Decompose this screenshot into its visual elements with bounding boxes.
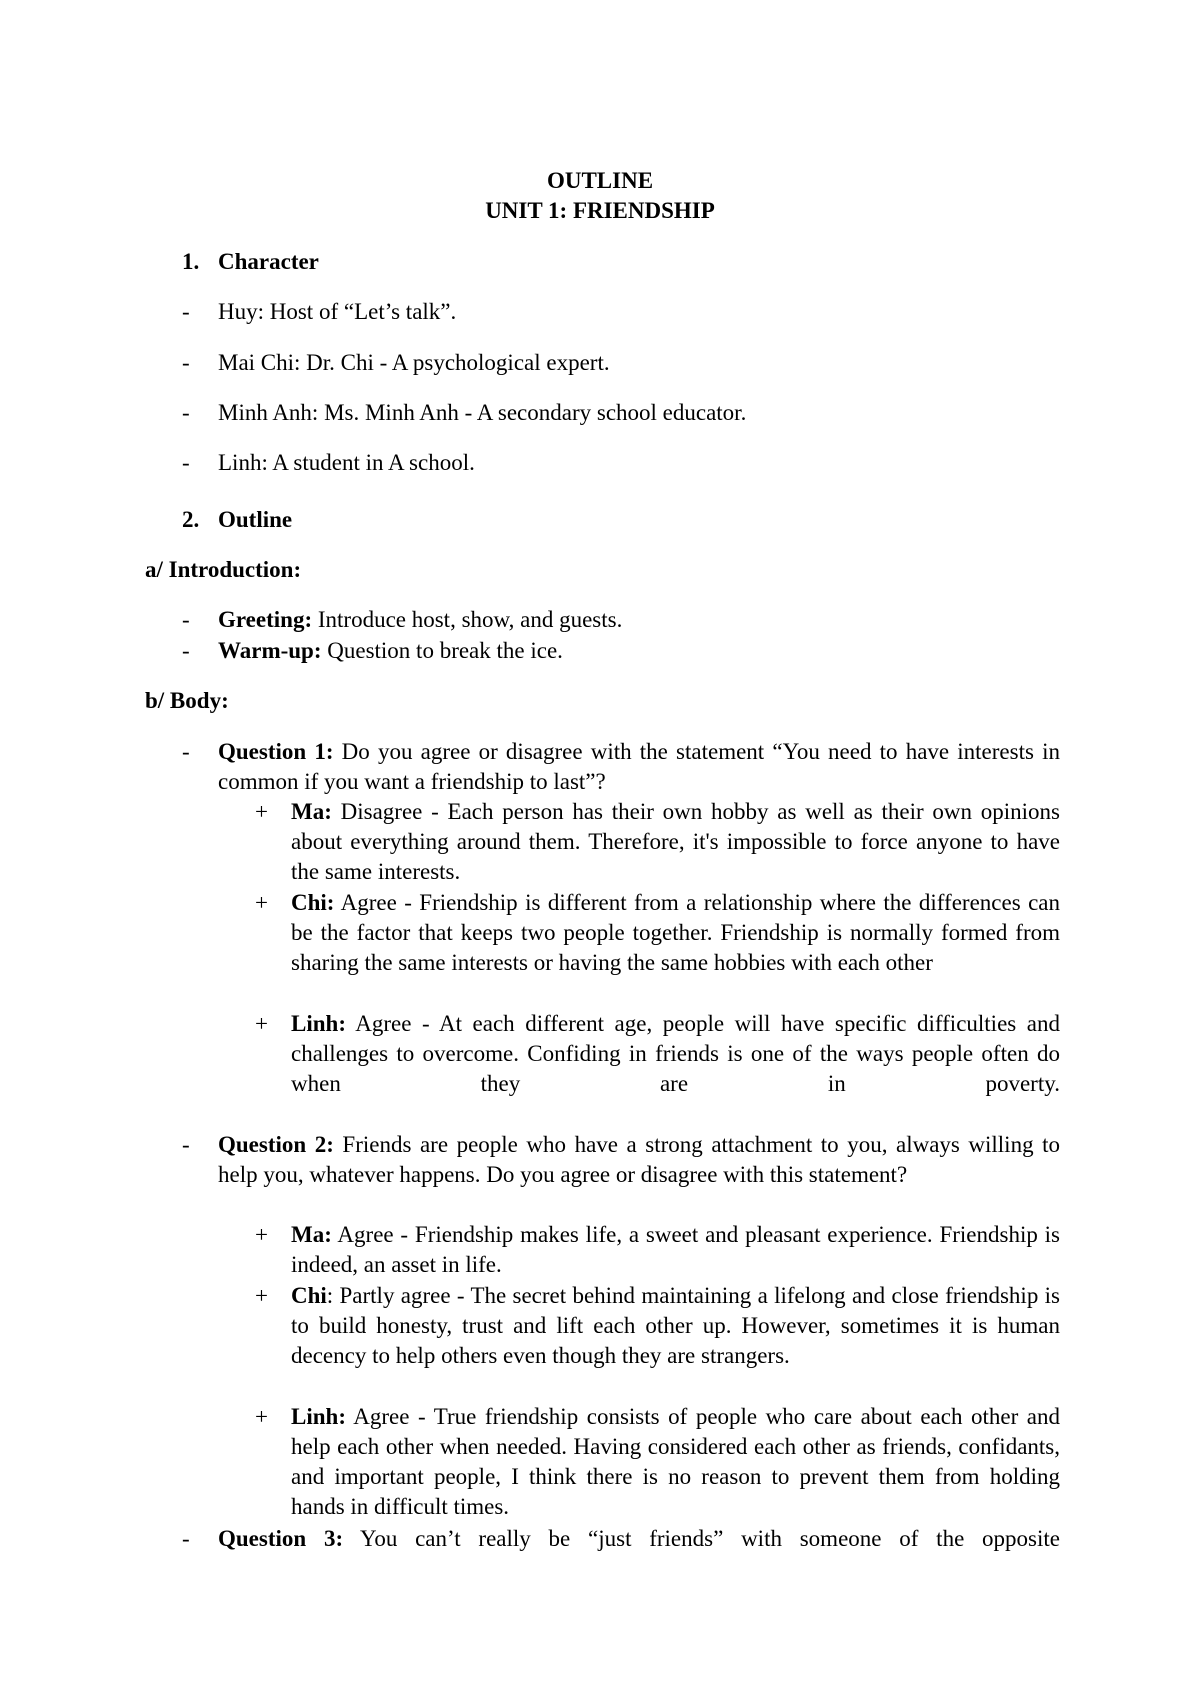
character-item-mai-chi: Mai Chi: Dr. Chi - A psychological expert. <box>218 350 610 375</box>
q1-answer-chi <box>291 888 1060 978</box>
body-heading: b/ Body: <box>145 688 229 713</box>
question-2-label: Question 2: <box>218 1132 334 1157</box>
character-bullet: - <box>182 299 190 324</box>
q2-answer-ma <box>291 1220 1060 1280</box>
answer-bullet: + <box>255 1404 268 1429</box>
document-subtitle: UNIT 1: FRIENDSHIP <box>485 198 715 223</box>
q2-answer-linh <box>291 1402 1060 1522</box>
q1-answer-ma <box>291 797 1060 887</box>
answer-label: Linh: <box>291 1404 346 1429</box>
character-bullet: - <box>182 350 190 375</box>
question-bullet: - <box>182 1132 190 1157</box>
answer-label: Ma: <box>291 799 332 824</box>
answer-text: Agree - True friendship consists of people who care about each other and help each other when needed. Having considered each other as friends, confidants, and important people, I think there is no reason to prevent them from holding hands in difficult times. <box>291 1404 1060 1519</box>
answer-label: Ma: <box>291 1222 332 1247</box>
answer-label: Linh: <box>291 1011 346 1036</box>
greeting-text: Introduce host, show, and guests. <box>312 607 623 632</box>
character-item-linh: Linh: A student in A school. <box>218 450 475 475</box>
question-1-text: Do you agree or disagree with the statement “You need to have interests in common if you want a friendship to last”? <box>218 739 1060 794</box>
question-1 <box>218 737 1060 797</box>
warm-up-text: Question to break the ice. <box>321 638 563 663</box>
intro-item-warm-up <box>218 636 563 666</box>
character-bullet: - <box>182 400 190 425</box>
intro-bullet: - <box>182 638 190 663</box>
section-2-number: 2. <box>182 507 200 532</box>
answer-text: : Partly agree - The secret behind maintaining a lifelong and close friendship is to build honesty, trust and lift each other up. However, sometimes it is human decency to help others even though they are strangers. <box>291 1283 1060 1368</box>
answer-text: Agree - Friendship is different from a relationship where the differences can be the factor that keeps two people together. Friendship is normally formed from sharing the same interests or having the same hobbies with each other <box>291 890 1060 975</box>
answer-text: Disagree - Each person has their own hobby as well as their own opinions about everything around them. Therefore, it's impossible to force anyone to have the same interests. <box>291 799 1060 884</box>
q1-answer-linh <box>291 1009 1060 1099</box>
answer-text: Agree - Friendship makes life, a sweet and pleasant experience. Friendship is indeed, an asset in life. <box>291 1222 1060 1277</box>
question-2 <box>218 1130 1060 1190</box>
warm-up-label: Warm-up: <box>218 638 322 663</box>
answer-text: Agree - At each different age, people will have specific difficulties and challenges to overcome. Confiding in friends is one of the ways people often do when they are in poverty. <box>291 1011 1060 1096</box>
answer-label: Chi: <box>291 890 335 915</box>
answer-bullet: + <box>255 1222 268 1247</box>
question-bullet: - <box>182 1526 190 1551</box>
question-3-label: Question 3: <box>218 1526 344 1551</box>
answer-bullet: + <box>255 799 268 824</box>
greeting-label: Greeting: <box>218 607 313 632</box>
question-1-label: Question 1: <box>218 739 334 764</box>
answer-label: Chi <box>291 1283 327 1308</box>
character-item-huy: Huy: Host of “Let’s talk”. <box>218 299 457 324</box>
answer-bullet: + <box>255 1283 268 1308</box>
section-1-number: 1. <box>182 249 200 274</box>
question-2-text: Friends are people who have a strong attachment to you, always willing to help you, whatever happens. Do you agree or disagree with this statement? <box>218 1132 1060 1187</box>
intro-bullet: - <box>182 607 190 632</box>
section-1-heading: Character <box>218 249 319 274</box>
intro-item-greeting <box>218 605 622 635</box>
question-bullet: - <box>182 739 190 764</box>
section-2-heading: Outline <box>218 507 293 532</box>
character-bullet: - <box>182 450 190 475</box>
question-3 <box>218 1524 1060 1554</box>
introduction-heading: a/ Introduction: <box>145 557 302 582</box>
character-item-minh-anh: Minh Anh: Ms. Minh Anh - A secondary school educator. <box>218 400 747 425</box>
q2-answer-chi <box>291 1281 1060 1371</box>
answer-bullet: + <box>255 1011 268 1036</box>
question-3-text: You can’t really be “just friends” with someone of the opposite <box>343 1526 1060 1551</box>
document-title: OUTLINE <box>546 168 654 193</box>
answer-bullet: + <box>255 890 268 915</box>
